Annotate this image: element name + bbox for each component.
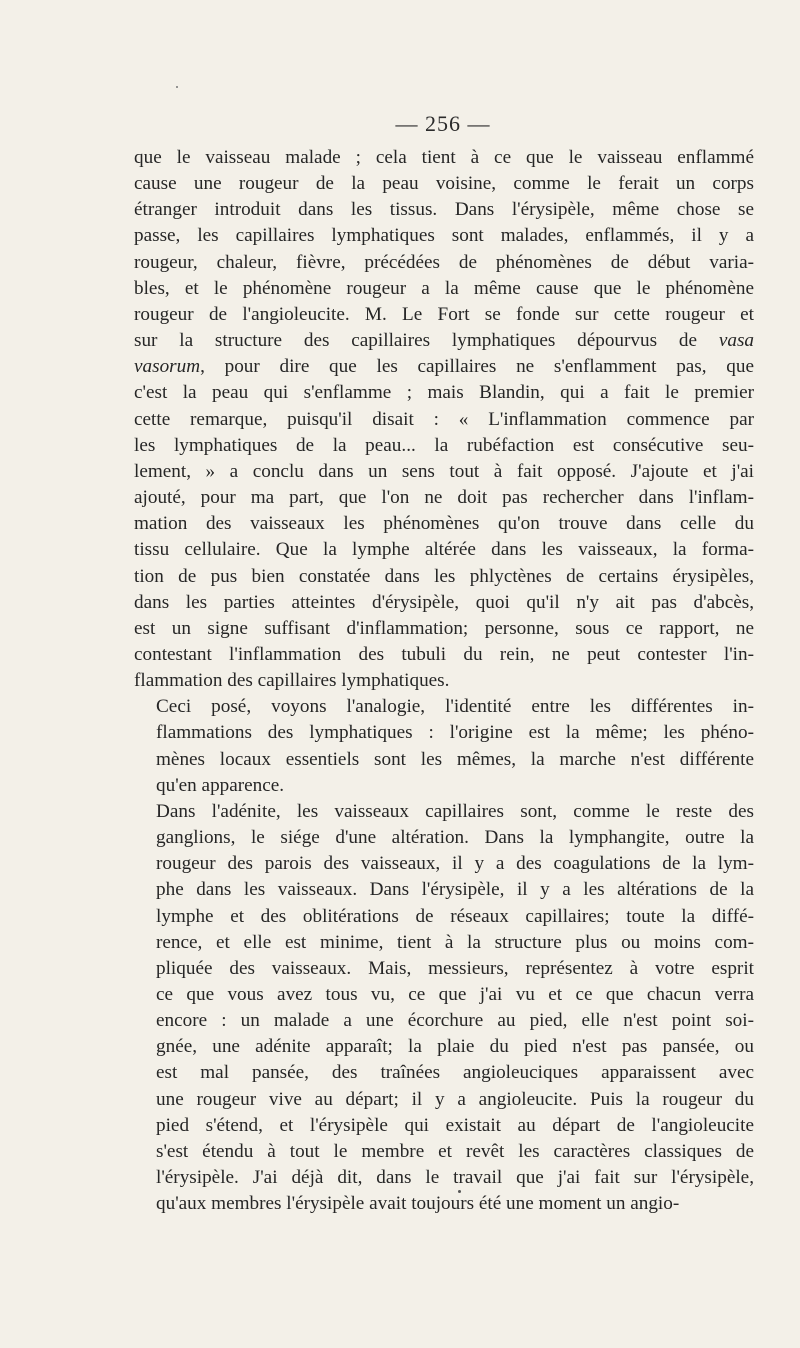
text-line: Dans l'adénite, les vaisseaux capillaires sont, comme le reste des [156, 800, 754, 822]
text-line: est mal pansée, des traînées angioleuciques apparaissent avec [156, 1062, 754, 1084]
text-line: lement, » a conclu dans un sens tout à fait opposé. J'ajoute et j'ai [134, 460, 754, 482]
text-line: dans les parties atteintes d'érysipèle, quoi qu'il n'y ait pas d'abcès, [134, 591, 754, 613]
text-line: tion de pus bien constatée dans les phlyctènes de certains érysipèles, [134, 565, 754, 587]
text-line: pliquée des vaisseaux. Mais, messieurs, représentez à votre esprit [156, 957, 754, 979]
text-line: passe, les capillaires lymphatiques sont malades, enflammés, il y a [134, 225, 754, 247]
text-line: qu'aux membres l'érysipèle avait toujours été une moment un angio- [156, 1193, 680, 1215]
text-line: bles, et le phénomène rougeur a la même cause que le phénomène [134, 277, 754, 299]
text-line: s'est étendu à tout le membre et revêt les caractères classiques de [156, 1140, 754, 1162]
text-line: vasorum, pour dire que les capillaires ne s'enflamment pas, que [134, 356, 754, 378]
text-line: les lymphatiques de la peau... la rubéfaction est consécutive seu- [134, 434, 754, 456]
text-line: qu'en apparence. [156, 774, 285, 796]
text-line: rougeur, chaleur, fièvre, précédées de phénomènes de début varia- [134, 251, 754, 273]
text-line: encore : un malade a une écorchure au pied, elle n'est point soi- [156, 1010, 754, 1032]
text-line: ajouté, pour ma part, que l'on ne doit pas rechercher dans l'inflam- [134, 487, 754, 509]
text-line: ce que vous avez tous vu, ce que j'ai vu et ce que chacun verra [156, 984, 754, 1005]
text-line: que le vaisseau malade ; cela tient à ce que le vaisseau enflammé [134, 147, 754, 168]
paragraph [134, 694, 754, 799]
paper-speck [176, 86, 178, 88]
text-line: rence, et elle est minime, tient à la structure plus ou moins com- [156, 931, 754, 953]
text-line: gnée, une adénite apparaît; la plaie du pied n'est pas pansée, ou [156, 1036, 754, 1058]
text-line: rougeur des parois des vaisseaux, il y a des coagulations de la lym- [156, 853, 754, 875]
text-line: c'est la peau qui s'enflamme ; mais Blandin, qui a fait le premier [134, 382, 754, 404]
text-line: rougeur de l'angioleucite. M. Le Fort se fonde sur cette rougeur et [134, 303, 754, 325]
text-line: sur la structure des capillaires lymphatiques dépourvus de vasa [134, 330, 754, 352]
text-line: ganglions, le siége d'une altération. Dans la lymphangite, outre la [156, 827, 754, 849]
paper-speck [458, 1190, 461, 1193]
text-line: cause une rougeur de la peau voisine, comme le ferait un corps [134, 173, 754, 195]
text-line: est un signe suffisant d'inflammation; personne, sous ce rapport, ne [134, 617, 754, 639]
text-line: mation des vaisseaux les phénomènes qu'on trouve dans celle du [134, 513, 754, 535]
text-line: cette remarque, puisqu'il disait : « L'inflammation commence par [134, 408, 754, 430]
text-line: phe dans les vaisseaux. Dans l'érysipèle, il y a les altérations de la [156, 879, 754, 901]
text-line: flammations des lymphatiques : l'origine est la même; les phéno- [156, 722, 754, 744]
page-number: — 256 — [395, 111, 491, 136]
text-line: mènes locaux essentiels sont les mêmes, la marche n'est différente [156, 748, 754, 770]
text-line: étranger introduit dans les tissus. Dans l'érysipèle, même chose se [134, 199, 754, 221]
paragraph [134, 145, 754, 694]
text-line: l'érysipèle. J'ai déjà dit, dans le travail que j'ai fait sur l'érysipèle, [156, 1167, 754, 1189]
body-text [134, 145, 754, 1217]
text-line: lymphe et des oblitérations de réseaux capillaires; toute la diffé- [156, 905, 754, 927]
text-line: flammation des capillaires lymphatiques. [134, 670, 450, 692]
text-line: tissu cellulaire. Que la lymphe altérée dans les vaisseaux, la forma- [134, 539, 754, 561]
text-line: Ceci posé, voyons l'analogie, l'identité entre les différentes in- [156, 696, 754, 718]
text-line: pied s'étend, et l'érysipèle qui existait au départ de l'angioleucite [156, 1114, 754, 1136]
text-line: une rougeur vive au départ; il y a angioleucite. Puis la rougeur du [156, 1088, 754, 1110]
text-line: contestant l'inflammation des tubuli du rein, ne peut contester l'in- [134, 643, 754, 665]
paragraph [134, 799, 754, 1218]
